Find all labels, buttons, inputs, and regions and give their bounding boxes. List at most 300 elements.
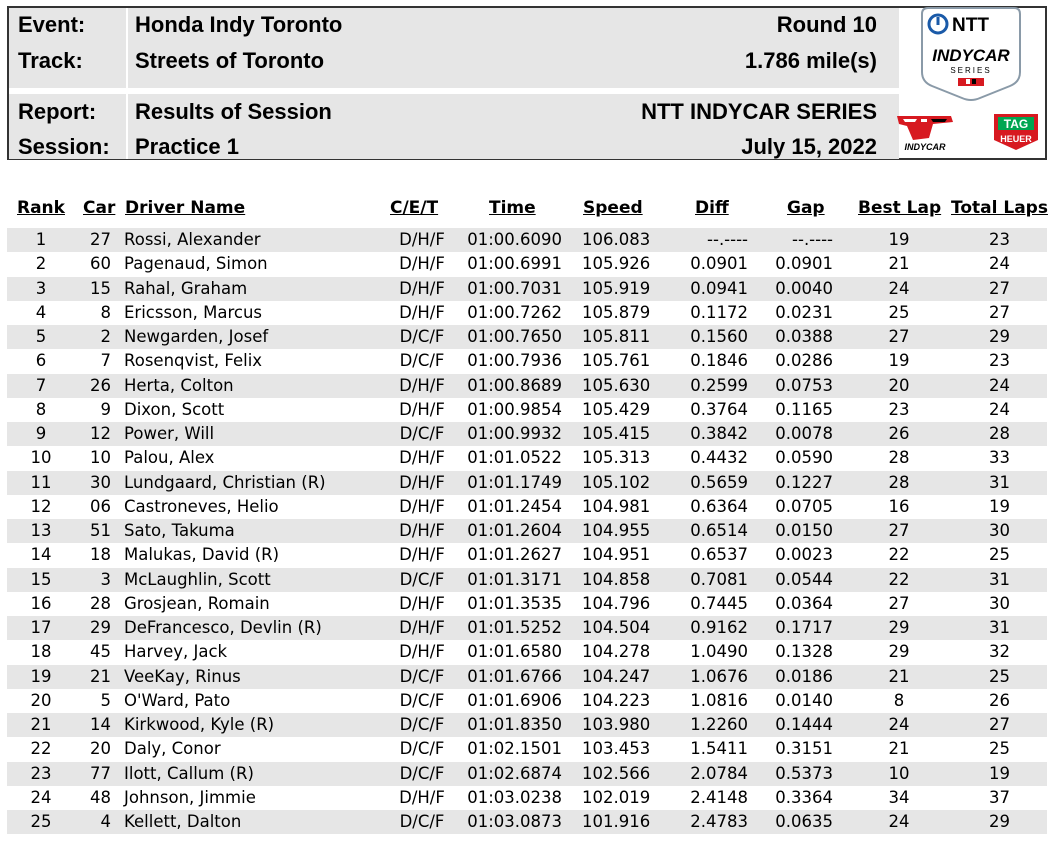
time-cell: 01:00.9932	[467, 424, 562, 443]
svg-text:INDYCAR: INDYCAR	[904, 142, 946, 152]
driver-name-cell: Ericsson, Marcus	[124, 302, 262, 322]
col-header-car: Car	[83, 198, 116, 218]
best-lap-cell: 22	[888, 545, 910, 565]
rank-cell: 9	[35, 424, 47, 443]
diff-cell: 0.4432	[690, 448, 748, 468]
best-lap-cell: 28	[888, 448, 910, 468]
best-lap-cell: 25	[888, 302, 910, 322]
best-lap-cell: 8	[893, 690, 905, 710]
diff-cell: 0.1560	[690, 327, 748, 346]
cet-cell: D/C/F	[399, 666, 445, 686]
speed-cell: 104.796	[582, 593, 651, 613]
diff-cell: 1.5411	[690, 739, 748, 759]
speed-cell: 104.981	[582, 496, 651, 516]
rank-cell: 4	[35, 302, 47, 322]
car-number-cell: 5	[100, 690, 111, 710]
car-number-cell: 10	[90, 448, 111, 468]
driver-name-cell: Daly, Conor	[124, 739, 221, 759]
gap-cell: 0.0705	[775, 496, 833, 516]
table-row	[7, 422, 1047, 446]
rank-cell: 13	[30, 521, 52, 540]
car-number-cell: 26	[90, 375, 111, 395]
table-row	[7, 374, 1047, 398]
speed-cell: 102.566	[582, 763, 651, 783]
rank-cell: 12	[30, 496, 52, 516]
car-number-cell: 27	[90, 230, 111, 249]
gap-cell: 0.1328	[775, 642, 833, 662]
car-number-cell: 20	[90, 739, 111, 759]
table-row	[7, 616, 1047, 640]
time-cell: 01:00.7262	[467, 302, 562, 322]
time-cell: 01:01.2627	[467, 545, 562, 565]
time-cell: 01:01.1749	[467, 472, 562, 492]
best-lap-cell: 22	[888, 569, 910, 589]
diff-cell: 0.3842	[690, 424, 748, 443]
total-laps-cell: 27	[989, 302, 1010, 322]
total-laps-cell: 19	[989, 496, 1010, 516]
driver-name-cell: Pagenaud, Simon	[124, 254, 268, 274]
svg-text:INDYCAR: INDYCAR	[932, 46, 1010, 65]
rank-cell: 14	[30, 545, 52, 565]
rank-cell: 3	[35, 278, 47, 298]
rank-cell: 10	[30, 448, 52, 468]
best-lap-cell: 16	[888, 496, 910, 516]
table-row	[7, 737, 1047, 761]
total-laps-cell: 19	[989, 763, 1010, 783]
cet-cell: D/C/F	[399, 739, 445, 759]
best-lap-cell: 23	[888, 399, 910, 419]
session-date: July 15, 2022	[741, 134, 877, 159]
rank-cell: 7	[35, 375, 47, 395]
diff-cell: 0.7081	[690, 569, 748, 589]
total-laps-cell: 27	[989, 715, 1010, 734]
rank-cell: 25	[30, 812, 52, 831]
col-header-rank: Rank	[17, 198, 65, 218]
cet-cell: D/H/F	[399, 278, 445, 298]
time-cell: 01:01.2454	[467, 496, 562, 516]
best-lap-cell: 28	[888, 472, 910, 492]
best-lap-cell: 34	[888, 787, 910, 807]
car-number-cell: 30	[90, 472, 111, 492]
rank-cell: 16	[30, 593, 52, 613]
driver-name-cell: McLaughlin, Scott	[124, 569, 271, 589]
gap-cell: 0.0388	[775, 327, 833, 346]
gap-cell: 0.0040	[775, 278, 833, 298]
table-row	[7, 762, 1047, 786]
time-cell: 01:00.8689	[467, 375, 562, 395]
gap-cell: 0.0150	[775, 521, 833, 540]
table-row	[7, 252, 1047, 276]
best-lap-cell: 27	[888, 521, 910, 540]
driver-name-cell: VeeKay, Rinus	[124, 666, 241, 686]
gap-cell: 0.3364	[775, 787, 833, 807]
cet-cell: D/H/F	[399, 521, 445, 540]
diff-cell: 0.6364	[690, 496, 748, 516]
car-number-cell: 3	[100, 569, 111, 589]
time-cell: 01:01.5252	[467, 618, 562, 637]
diff-cell: 0.1846	[690, 351, 748, 371]
driver-name-cell: Power, Will	[124, 424, 215, 443]
total-laps-cell: 24	[989, 254, 1010, 274]
gap-cell: 0.5373	[775, 763, 833, 783]
total-laps-cell: 27	[989, 278, 1010, 298]
total-laps-cell: 28	[989, 424, 1010, 443]
svg-text:NTT: NTT	[952, 15, 989, 36]
driver-name-cell: Ilott, Callum (R)	[124, 763, 254, 783]
car-number-cell: 14	[90, 715, 111, 734]
total-laps-cell: 29	[989, 812, 1010, 831]
cet-cell: D/C/F	[399, 569, 445, 589]
cet-cell: D/H/F	[399, 254, 445, 274]
best-lap-cell: 24	[888, 278, 910, 298]
rank-cell: 5	[35, 327, 47, 346]
cet-cell: D/H/F	[399, 642, 445, 662]
diff-cell: 1.0676	[690, 666, 748, 686]
time-cell: 01:01.8350	[467, 715, 562, 734]
table-row	[7, 568, 1047, 592]
diff-cell: --.----	[707, 230, 748, 249]
cet-cell: D/H/F	[399, 302, 445, 322]
diff-cell: 0.9162	[690, 618, 748, 637]
speed-cell: 101.916	[582, 812, 651, 831]
time-cell: 01:02.1501	[467, 739, 562, 759]
table-row	[7, 689, 1047, 713]
diff-cell: 2.0784	[690, 763, 748, 783]
total-laps-cell: 24	[989, 399, 1010, 419]
car-number-cell: 29	[90, 618, 111, 637]
table-row	[7, 325, 1047, 349]
total-laps-cell: 31	[989, 569, 1010, 589]
car-number-cell: 51	[90, 521, 111, 540]
car-number-cell: 06	[90, 496, 111, 516]
rank-cell: 8	[35, 399, 47, 419]
best-lap-cell: 24	[888, 812, 910, 831]
speed-cell: 104.951	[582, 545, 651, 565]
time-cell: 01:03.0873	[467, 812, 562, 831]
cet-cell: D/H/F	[399, 593, 445, 613]
rank-cell: 21	[30, 715, 52, 734]
rank-cell: 1	[35, 230, 47, 249]
rank-cell: 24	[30, 787, 52, 807]
diff-cell: 0.1172	[690, 302, 748, 322]
cet-cell: D/C/F	[399, 327, 445, 346]
speed-cell: 103.980	[582, 715, 651, 734]
driver-name-cell: Herta, Colton	[124, 375, 234, 395]
results-rows	[7, 228, 1047, 834]
driver-name-cell: Kellett, Dalton	[124, 812, 242, 831]
cet-cell: D/H/F	[399, 545, 445, 565]
total-laps-cell: 24	[989, 375, 1010, 395]
cet-cell: D/C/F	[399, 424, 445, 443]
best-lap-cell: 20	[888, 375, 910, 395]
gap-cell: 0.1165	[775, 399, 833, 419]
car-number-cell: 15	[90, 278, 111, 298]
track-length: 1.786 mile(s)	[744, 48, 877, 73]
best-lap-cell: 10	[888, 763, 910, 783]
speed-cell: 105.429	[582, 399, 651, 419]
driver-name-cell: Palou, Alex	[124, 448, 215, 468]
track-label: Track:	[18, 48, 83, 73]
car-number-cell: 28	[90, 593, 111, 613]
cet-cell: D/H/F	[399, 472, 445, 492]
rank-cell: 6	[35, 351, 47, 371]
gap-cell: 0.0590	[775, 448, 833, 468]
cet-cell: D/C/F	[399, 690, 445, 710]
cet-cell: D/C/F	[399, 763, 445, 783]
table-row	[7, 810, 1047, 834]
gap-cell: 0.0364	[775, 593, 833, 613]
round-number: Round 10	[776, 12, 877, 37]
speed-cell: 105.313	[582, 448, 651, 468]
table-row	[7, 786, 1047, 810]
table-row	[7, 495, 1047, 519]
series-name: NTT INDYCAR SERIES	[641, 99, 877, 124]
time-cell: 01:00.7650	[467, 327, 562, 346]
car-number-cell: 21	[90, 666, 111, 686]
rank-cell: 15	[30, 569, 52, 589]
table-row	[7, 471, 1047, 495]
cet-cell: D/C/F	[399, 351, 445, 371]
cet-cell: D/H/F	[399, 399, 445, 419]
col-header-speed: Speed	[583, 198, 643, 218]
time-cell: 01:00.6991	[467, 254, 562, 274]
svg-text:HEUER: HEUER	[1000, 134, 1032, 144]
gap-cell: 0.1227	[775, 472, 833, 492]
col-header-cet: C/E/T	[390, 198, 439, 218]
session-label: Session:	[18, 134, 110, 159]
total-laps-cell: 23	[989, 230, 1010, 249]
driver-name-cell: Sato, Takuma	[124, 521, 235, 540]
driver-name-cell: Dixon, Scott	[124, 399, 225, 419]
car-number-cell: 7	[100, 351, 111, 371]
best-lap-cell: 29	[888, 642, 910, 662]
driver-name-cell: Rahal, Graham	[124, 278, 248, 298]
cet-cell: D/H/F	[399, 787, 445, 807]
table-row	[7, 713, 1047, 737]
driver-name-cell: Malukas, David (R)	[124, 545, 280, 565]
total-laps-cell: 32	[989, 642, 1010, 662]
cet-cell: D/H/F	[399, 375, 445, 395]
time-cell: 01:01.3535	[467, 593, 562, 613]
speed-cell: 104.955	[582, 521, 651, 540]
total-laps-cell: 25	[989, 739, 1010, 759]
gap-cell: 0.0286	[775, 351, 833, 371]
speed-cell: 104.278	[582, 642, 651, 662]
svg-text:TAG: TAG	[1003, 117, 1029, 131]
gap-cell: 0.1717	[775, 618, 833, 637]
car-number-cell: 2	[100, 327, 111, 346]
table-row	[7, 665, 1047, 689]
diff-cell: 0.2599	[690, 375, 748, 395]
best-lap-cell: 19	[888, 351, 910, 371]
time-cell: 01:01.3171	[467, 569, 562, 589]
total-laps-cell: 33	[989, 448, 1010, 468]
driver-name-cell: Rossi, Alexander	[124, 230, 261, 249]
diff-cell: 2.4148	[690, 787, 748, 807]
event-name: Honda Indy Toronto	[135, 12, 343, 37]
cet-cell: D/H/F	[399, 496, 445, 516]
svg-text:SERIES: SERIES	[950, 66, 992, 75]
time-cell: 01:01.6766	[467, 666, 562, 686]
time-cell: 01:00.7031	[467, 278, 562, 298]
speed-cell: 105.415	[582, 424, 651, 443]
table-row	[7, 398, 1047, 422]
table-row	[7, 228, 1047, 252]
rank-cell: 19	[30, 666, 52, 686]
speed-cell: 105.926	[582, 254, 651, 274]
total-laps-cell: 29	[989, 327, 1010, 346]
speed-cell: 104.247	[582, 666, 651, 686]
table-row	[7, 519, 1047, 543]
rank-cell: 2	[35, 254, 47, 274]
rank-cell: 18	[30, 642, 52, 662]
best-lap-cell: 26	[888, 424, 910, 443]
speed-cell: 105.879	[582, 302, 651, 322]
tag-heuer-logo	[990, 110, 1042, 152]
driver-name-cell: Harvey, Jack	[124, 642, 228, 662]
speed-cell: 105.761	[582, 351, 651, 371]
gap-cell: 0.0753	[775, 375, 833, 395]
driver-name-cell: Johnson, Jimmie	[124, 787, 256, 807]
diff-cell: 0.7445	[690, 593, 748, 613]
total-laps-cell: 23	[989, 351, 1010, 371]
car-number-cell: 77	[90, 763, 111, 783]
rank-cell: 23	[30, 763, 52, 783]
col-header-best-lap: Best Lap	[858, 198, 942, 218]
total-laps-cell: 26	[989, 690, 1010, 710]
gap-cell: 0.1444	[775, 715, 833, 734]
time-cell: 01:00.7936	[467, 351, 562, 371]
col-header-gap: Gap	[787, 198, 825, 218]
gap-cell: 0.0231	[775, 302, 833, 322]
total-laps-cell: 30	[989, 521, 1010, 540]
car-number-cell: 4	[100, 812, 111, 831]
diff-cell: 1.0816	[690, 690, 748, 710]
report-name: Results of Session	[135, 99, 332, 124]
table-row	[7, 277, 1047, 301]
col-header-time: Time	[489, 198, 536, 218]
rank-cell: 11	[30, 472, 52, 492]
car-number-cell: 9	[100, 399, 111, 419]
time-cell: 01:03.0238	[467, 787, 562, 807]
cet-cell: D/C/F	[399, 812, 445, 831]
gap-cell: 0.0544	[775, 569, 833, 589]
gap-cell: 0.3151	[775, 739, 833, 759]
best-lap-cell: 21	[888, 666, 910, 686]
time-cell: 01:01.2604	[467, 521, 562, 540]
driver-name-cell: Kirkwood, Kyle (R)	[124, 715, 275, 734]
speed-cell: 106.083	[582, 230, 651, 249]
time-cell: 01:01.0522	[467, 448, 562, 468]
track-name: Streets of Toronto	[135, 48, 325, 73]
session-header	[7, 6, 1047, 160]
total-laps-cell: 37	[989, 787, 1010, 807]
indycar-logo	[893, 110, 957, 152]
time-cell: 01:00.6090	[467, 230, 562, 249]
table-row	[7, 446, 1047, 470]
cet-cell: D/H/F	[399, 448, 445, 468]
time-cell: 01:01.6906	[467, 690, 562, 710]
speed-cell: 105.919	[582, 278, 651, 298]
speed-cell: 105.811	[582, 327, 651, 346]
cet-cell: D/C/F	[399, 715, 445, 734]
rank-cell: 20	[30, 690, 52, 710]
speed-cell: 104.223	[582, 690, 651, 710]
table-row	[7, 349, 1047, 373]
total-laps-cell: 31	[989, 472, 1010, 492]
diff-cell: 2.4783	[690, 812, 748, 831]
speed-cell: 105.630	[582, 375, 651, 395]
col-header-diff: Diff	[695, 198, 729, 218]
driver-name-cell: DeFrancesco, Devlin (R)	[124, 618, 322, 637]
col-header-driver: Driver Name	[125, 198, 246, 218]
driver-name-cell: Castroneves, Helio	[124, 496, 279, 516]
car-number-cell: 48	[90, 787, 111, 807]
car-number-cell: 18	[90, 545, 111, 565]
speed-cell: 103.453	[582, 739, 651, 759]
rank-cell: 22	[30, 739, 52, 759]
speed-cell: 104.858	[582, 569, 651, 589]
diff-cell: 0.3764	[690, 399, 748, 419]
table-row	[7, 640, 1047, 664]
gap-cell: 0.0023	[775, 545, 833, 565]
gap-cell: 0.0186	[775, 666, 833, 686]
diff-cell: 0.6537	[690, 545, 748, 565]
diff-cell: 1.0490	[690, 642, 748, 662]
report-label: Report:	[18, 99, 97, 124]
diff-cell: 1.2260	[690, 715, 748, 734]
best-lap-cell: 21	[888, 739, 910, 759]
total-laps-cell: 30	[989, 593, 1010, 613]
table-row	[7, 301, 1047, 325]
table-row	[7, 543, 1047, 567]
speed-cell: 104.504	[582, 618, 651, 637]
gap-cell: 0.0635	[775, 812, 833, 831]
diff-cell: 0.0941	[690, 278, 748, 298]
car-number-cell: 12	[90, 424, 111, 443]
speed-cell: 102.019	[582, 787, 651, 807]
time-cell: 01:02.6874	[467, 763, 562, 783]
time-cell: 01:00.9854	[467, 399, 562, 419]
total-laps-cell: 31	[989, 618, 1010, 637]
cet-cell: D/H/F	[399, 230, 445, 249]
gap-cell: 0.0901	[775, 254, 833, 274]
driver-name-cell: O'Ward, Pato	[124, 690, 231, 710]
best-lap-cell: 27	[888, 327, 910, 346]
driver-name-cell: Grosjean, Romain	[124, 593, 270, 613]
best-lap-cell: 29	[888, 618, 910, 637]
car-number-cell: 8	[100, 302, 111, 322]
best-lap-cell: 24	[888, 715, 910, 734]
rank-cell: 17	[30, 618, 52, 637]
best-lap-cell: 19	[888, 230, 910, 249]
event-label: Event:	[18, 12, 86, 37]
table-row	[7, 592, 1047, 616]
car-number-cell: 60	[90, 254, 111, 274]
time-cell: 01:01.6580	[467, 642, 562, 662]
driver-name-cell: Newgarden, Josef	[124, 327, 269, 346]
diff-cell: 0.6514	[690, 521, 748, 540]
driver-name-cell: Rosenqvist, Felix	[124, 351, 263, 371]
driver-name-cell: Lundgaard, Christian (R)	[124, 472, 326, 492]
cet-cell: D/H/F	[399, 618, 445, 637]
car-number-cell: 45	[90, 642, 111, 662]
diff-cell: 0.0901	[690, 254, 748, 274]
best-lap-cell: 27	[888, 593, 910, 613]
session-name: Practice 1	[135, 134, 239, 159]
gap-cell: 0.0078	[775, 424, 833, 443]
best-lap-cell: 21	[888, 254, 910, 274]
